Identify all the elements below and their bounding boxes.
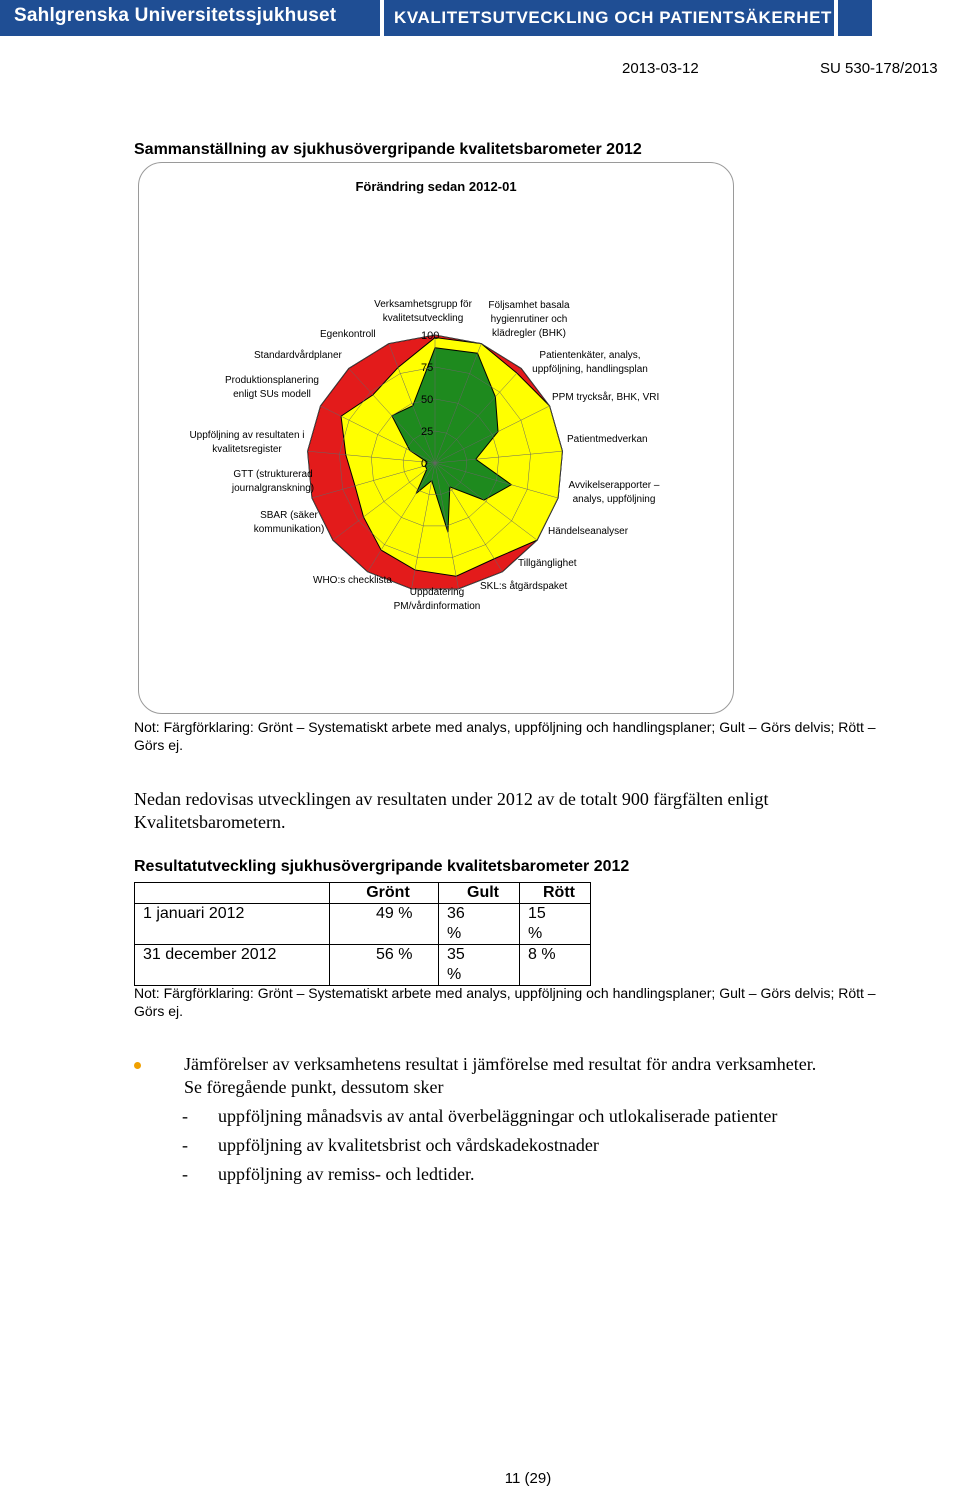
value-green: 56 % bbox=[330, 945, 439, 986]
axis-label-patientmedverkan: Patientmedverkan bbox=[567, 434, 648, 445]
list-item: - uppföljning av kvalitetsbrist och vårdskadekostnader bbox=[182, 1135, 599, 1155]
axis-label-kvalitetsregister: Uppföljning av resultaten i kvalitetsregister bbox=[189, 430, 305, 455]
value-yellow: 35 % bbox=[439, 945, 520, 986]
row-label: 1 januari 2012 bbox=[135, 904, 330, 945]
tick-label: 25 bbox=[421, 426, 434, 438]
banner-corner-block bbox=[838, 0, 872, 36]
tick-label: 75 bbox=[421, 362, 434, 374]
table-header-empty bbox=[135, 883, 330, 904]
color-legend-note: Not: Färgförklaring: Grönt – Systematiskt arbete med analys, uppföljning och handlingsplaner; Gult – Görs delvis; Rött – Görs ej. bbox=[134, 719, 876, 753]
value-red: 8 % bbox=[520, 945, 591, 986]
axis-label-tillganglighet: Tillgänglighet bbox=[518, 558, 577, 569]
intro-paragraph: Nedan redovisas utvecklingen av resultaten under 2012 av de totalt 900 färgfälten enligt Kvalitetsbarometern. bbox=[134, 789, 769, 832]
results-table bbox=[134, 882, 591, 986]
header-banner bbox=[0, 0, 960, 38]
list-item: - uppföljning av remiss- och ledtider. bbox=[182, 1164, 475, 1184]
table-header-green: Grönt bbox=[330, 883, 439, 904]
document-number: SU 530-178/2013 bbox=[820, 60, 938, 77]
list-item: - uppföljning månadsvis av antal överbeläggningar och utlokaliserade patienter bbox=[182, 1106, 778, 1126]
table-row bbox=[135, 904, 591, 945]
radar-chart-box bbox=[138, 162, 734, 714]
tick-label: 0 bbox=[421, 458, 428, 470]
table-header-red: Rött bbox=[520, 883, 591, 904]
section-name: KVALITETSUTVECKLING OCH PATIENTSÄKERHET bbox=[394, 8, 833, 27]
bullet-line-2: Se föregående punkt, dessutom sker bbox=[184, 1077, 444, 1097]
tick-label: 50 bbox=[421, 394, 434, 406]
bullet-icon bbox=[134, 1062, 141, 1069]
document-title: Sammanställning av sjukhusövergripande kvalitetsbarometer 2012 bbox=[134, 141, 642, 158]
axis-label-uppdatering: Uppdatering PM/vårdinformation bbox=[393, 587, 481, 612]
org-banner bbox=[0, 0, 380, 36]
table-row bbox=[135, 945, 591, 986]
axis-label-verksamhetsgrupp: Verksamhetsgrupp för kvalitetsutveckling bbox=[374, 299, 472, 324]
bullet-line-1: Jämförelser av verksamhetens resultat i jämförelse med resultat för andra verksamheter. bbox=[184, 1054, 817, 1074]
table-header-yellow: Gult bbox=[439, 883, 520, 904]
value-red: 15 % bbox=[520, 904, 591, 945]
document-date: 2013-03-12 bbox=[622, 60, 699, 77]
axis-label-standardvardplaner: Standardvårdplaner bbox=[254, 350, 342, 361]
tick-label: 100 bbox=[421, 330, 440, 342]
axis-label-who: WHO:s checklista bbox=[313, 575, 392, 586]
axis-label-bhk: Följsamhet basala hygienrutiner och klädregler (BHK) bbox=[488, 300, 570, 339]
results-title: Resultatutveckling sjukhusövergripande kvalitetsbarometer 2012 bbox=[134, 858, 630, 875]
axis-label-sbar: SBAR (säker kommunikation) bbox=[253, 510, 325, 535]
value-green: 49 % bbox=[330, 904, 439, 945]
chart-title: Förändring sedan 2012-01 bbox=[355, 179, 517, 194]
axis-label-gtt: GTT (strukturerad journalgranskning) bbox=[231, 469, 315, 494]
axis-label-patientenkater: Patientenkäter, analys, uppföljning, handlingsplan bbox=[532, 350, 648, 375]
axis-label-produktionsplanering: Produktionsplanering enligt SUs modell bbox=[225, 375, 319, 400]
value-yellow: 36 % bbox=[439, 904, 520, 945]
axis-label-avvikelserapporter: Avvikelserapporter – analys, uppföljning bbox=[568, 480, 660, 505]
axis-label-skl: SKL:s åtgärdspaket bbox=[480, 581, 568, 592]
axis-label-handelseanalyser: Händelseanalyser bbox=[548, 526, 629, 537]
page-number: 11 (29) bbox=[504, 1470, 552, 1487]
axis-label-ppm: PPM trycksår, BHK, VRI bbox=[552, 392, 660, 403]
color-legend-note-2: Not: Färgförklaring: Grönt – Systematiskt arbete med analys, uppföljning och handlingsplaner; Gult – Görs delvis; Rött – Görs ej. bbox=[134, 985, 876, 1019]
org-name: Sahlgrenska Universitetssjukhuset bbox=[14, 5, 337, 26]
row-label: 31 december 2012 bbox=[135, 945, 330, 986]
table-header-row bbox=[135, 883, 591, 904]
axis-label-egenkontroll: Egenkontroll bbox=[320, 329, 376, 340]
section-banner bbox=[384, 0, 834, 36]
